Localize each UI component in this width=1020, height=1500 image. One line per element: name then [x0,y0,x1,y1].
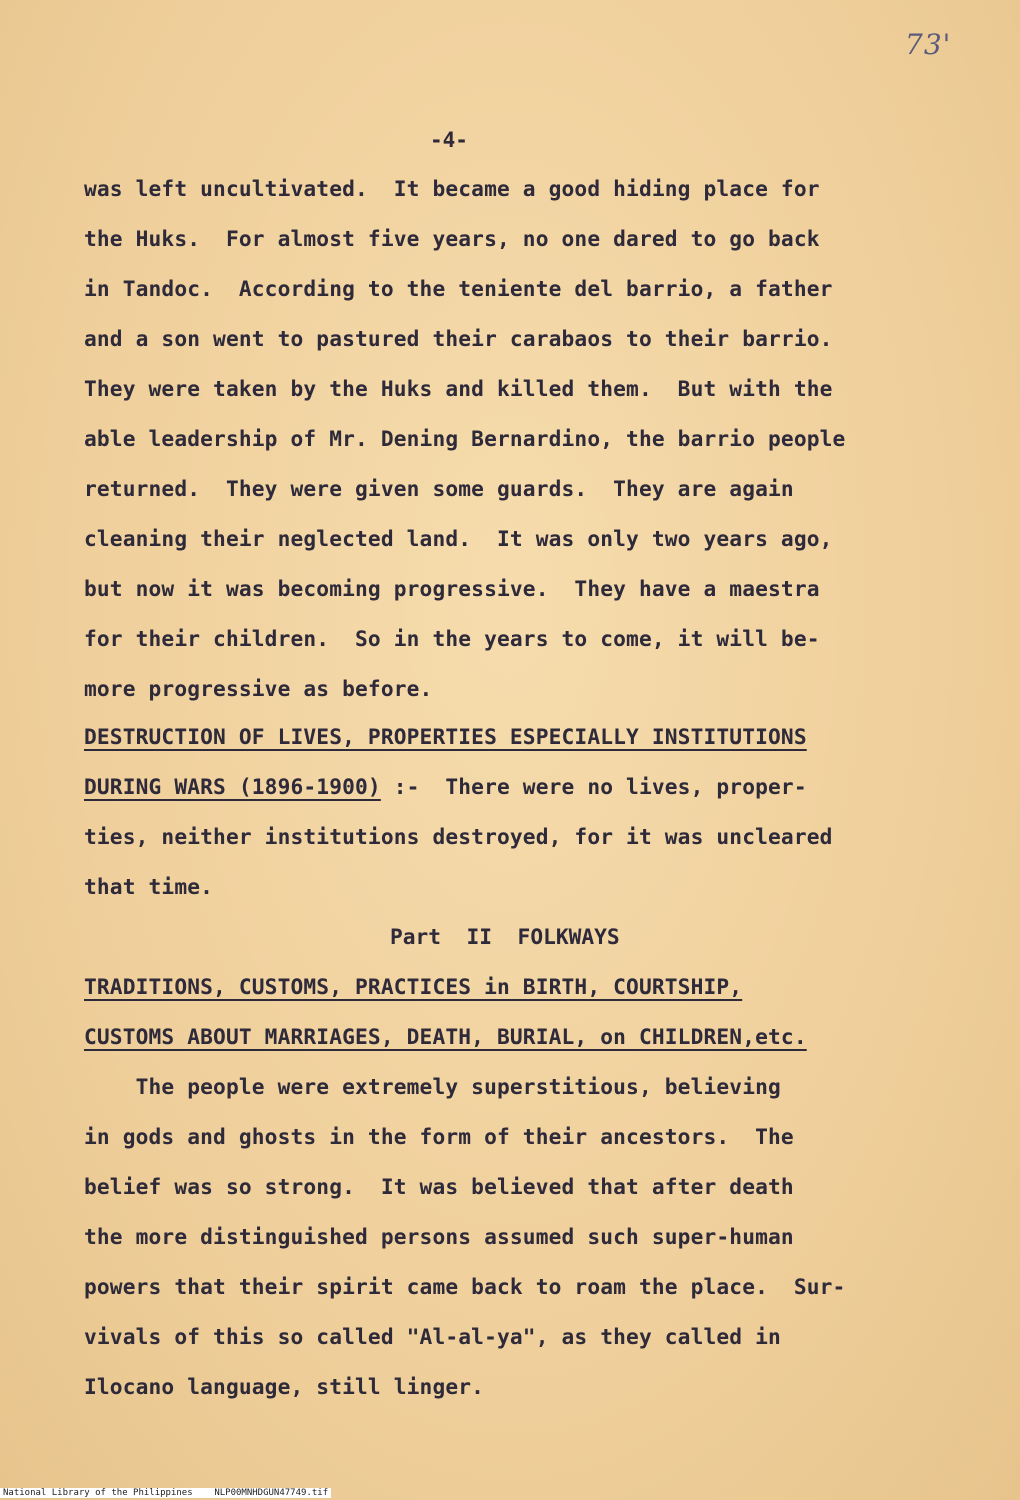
text-line: They were taken by the Huks and killed them. But with the [84,376,833,401]
text-line: that time. [84,874,214,899]
text-line: and a son went to pastured their carabaos to their barrio. [84,326,833,351]
page-number: -4- [430,128,468,152]
text-line: more progressive as before. [84,676,433,701]
text-line: vivals of this so called "Al-al-ya", as they called in [84,1324,781,1349]
part-heading: Part II FOLKWAYS [390,924,620,949]
traditions-heading-line1: TRADITIONS, CUSTOMS, PRACTICES in BIRTH, COURTSHIP, [84,974,743,999]
text-line: the more distinguished persons assumed such super-human [84,1224,794,1249]
text-line: for their children. So in the years to come, it will be- [84,626,820,651]
archive-footer: National Library of the Philippines NLP00MNHDGUN47749.tif [0,1488,331,1498]
text-line: powers that their spirit came back to roam the place. Sur- [84,1274,846,1299]
text-line: in Tandoc. According to the teniente del barrio, a father [84,276,833,301]
section-heading-destruction-line2 [84,770,807,804]
text-line: was left uncultivated. It became a good hiding place for [84,176,820,201]
text-line: cleaning their neglected land. It was only two years ago, [84,526,833,551]
text-line: in gods and ghosts in the form of their ancestors. The [84,1124,794,1149]
text-line: but now it was becoming progressive. They have a maestra [84,576,820,601]
text-line: belief was so strong. It was believed that after death [84,1174,794,1199]
heading-rest: :- There were no lives, proper- [380,774,807,799]
text-line: ties, neither institutions destroyed, for it was uncleared [84,824,833,849]
text-line: returned. They were given some guards. They are again [84,476,794,501]
text-line: able leadership of Mr. Dening Bernardino, the barrio people [84,426,846,451]
handwritten-page-number: 73' [905,28,952,61]
text-line: The people were extremely superstitious, believing [84,1074,781,1099]
text-line: the Huks. For almost five years, no one dared to go back [84,226,820,251]
section-heading-destruction: DESTRUCTION OF LIVES, PROPERTIES ESPECIALLY INSTITUTIONS [84,724,807,749]
traditions-heading-line2: CUSTOMS ABOUT MARRIAGES, DEATH, BURIAL, on CHILDREN,etc. [84,1024,807,1049]
heading-underlined-part: DURING WARS (1896-1900) [84,774,381,799]
text-line: Ilocano language, still linger. [84,1374,485,1399]
